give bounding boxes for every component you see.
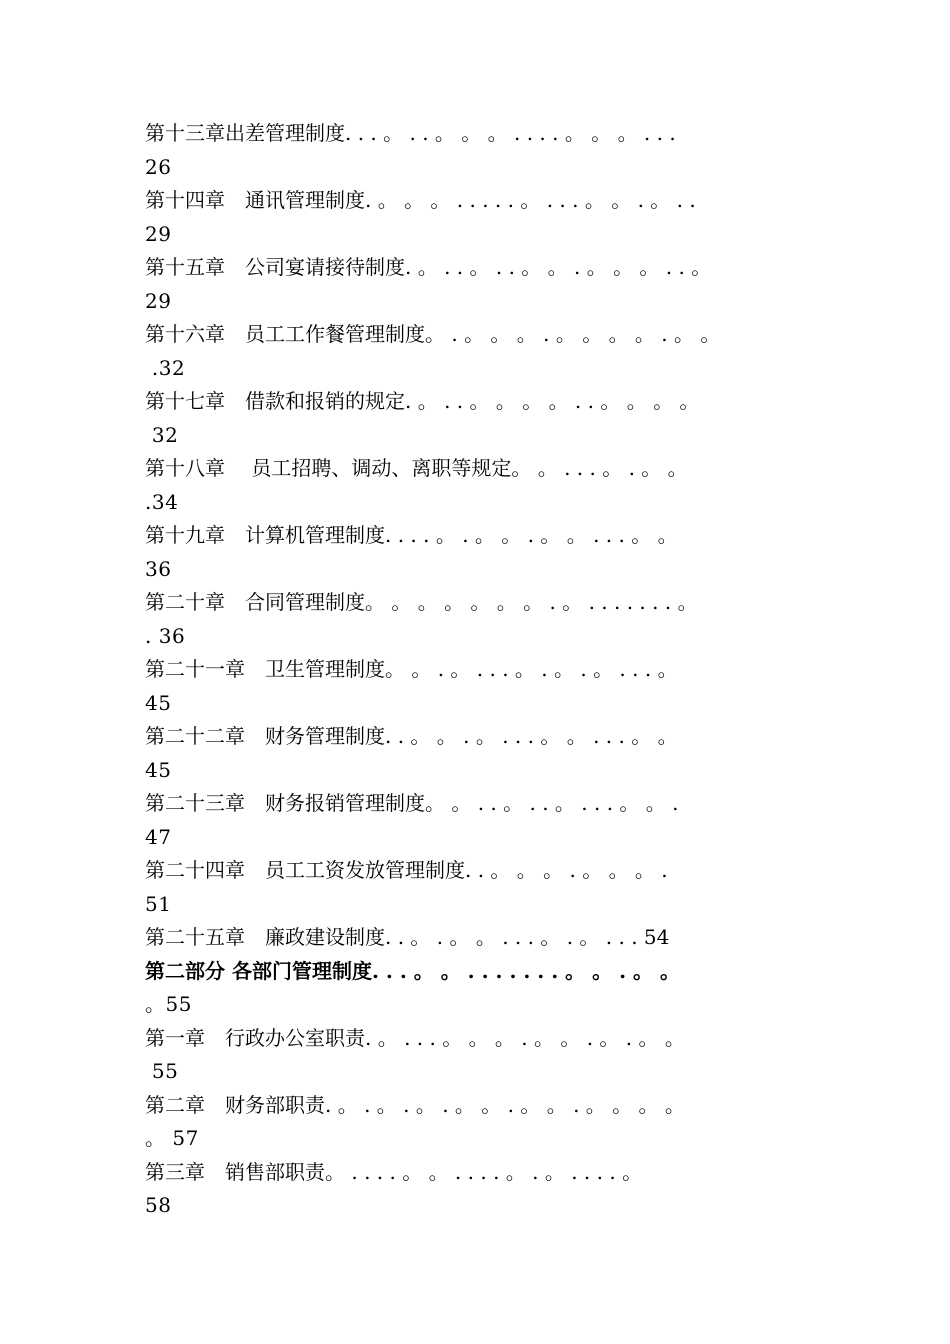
toc-entry <box>145 854 825 921</box>
toc-entry-page-number: 45 <box>145 757 172 782</box>
toc-entry <box>145 1022 825 1089</box>
toc-entry-title: 第十六章 员工工作餐管理制度。 . 。 。 。 . 。 。 。 。 . 。 。 <box>145 322 721 346</box>
toc-entry-title: 第二章 财务部职责. 。 . 。 . 。 . 。 。 . 。 。 . 。 。 。 。 <box>145 1092 685 1117</box>
toc-entry-page-number: 58 <box>145 1193 172 1217</box>
toc-entry-page-number: 。55 <box>145 992 192 1016</box>
toc-entry <box>145 385 825 452</box>
toc-entry-page-number: 29 <box>145 221 172 246</box>
toc-entry-page-number: 51 <box>145 891 172 916</box>
toc-entry-page-number: 36 <box>145 556 172 581</box>
toc-entry <box>145 452 825 519</box>
toc-entry-title: 第二部分 各部门管理制度. . . 。 。 . . . . . . . 。 。 . 。 。 <box>145 958 680 983</box>
toc-entry-page-number: .32 <box>145 355 186 380</box>
toc-entry <box>145 653 825 720</box>
toc-entry-page-number: .34 <box>145 489 179 514</box>
toc-entry-page-number: 。 57 <box>145 1126 199 1150</box>
toc-entry <box>145 1089 825 1156</box>
toc-entry-page-number: 45 <box>145 690 172 715</box>
toc-entry-title: 第十四章 通讯管理制度. 。 。 。 . . . . . 。 . . . 。 。 . 。 . . <box>145 188 696 212</box>
toc-entry-title: 第十九章 计算机管理制度. . . . 。 . 。 。 . 。 。 . . . 。 。 <box>145 523 678 547</box>
toc-entry-title: 第二十五章 廉政建设制度. . 。 . 。 。 . . . 。 . 。 . . . 54 <box>145 925 670 949</box>
toc-entry-title: 第十三章出差管理制度. . . 。 . . 。 。 。 . . . . 。 。 。 . . . <box>145 121 676 145</box>
toc-entry <box>145 955 825 1022</box>
toc-entry <box>145 184 825 251</box>
toc-entry-title: 第十八章 员工招聘、调动、离职等规定。 。 . . . 。 . 。 。 <box>145 456 688 480</box>
toc-entry-title: 第一章 行政办公室职责. 。 . . . 。 。 。 . 。 。 . 。 . 。 。 <box>145 1025 685 1050</box>
toc-entry-page-number: 32 <box>145 422 179 447</box>
toc-entry <box>145 720 825 787</box>
toc-entry-page-number: 47 <box>145 824 172 849</box>
toc-entry-page-number: . 36 <box>145 623 186 648</box>
toc-entry <box>145 921 825 955</box>
toc-entry <box>145 1156 825 1223</box>
toc-entry <box>145 586 825 653</box>
toc-entry-title: 第十五章 公司宴请接待制度. 。 . . 。 . . 。 。 . 。 。 。 . . 。 <box>145 255 712 279</box>
toc-entry <box>145 318 825 385</box>
toc-entry-title: 第二十章 合同管理制度。 。 。 。 。 。 。 . 。 . . . . . . . 。 <box>145 590 698 614</box>
toc-entry-page-number: 29 <box>145 288 172 313</box>
toc-entry-page-number: 55 <box>145 1059 179 1083</box>
toc-entry-title: 第二十二章 财务管理制度. . 。 。 . 。 . . . 。 。 . . . 。 。 <box>145 724 678 748</box>
toc-entry-title: 第二十三章 财务报销管理制度。 。 . . 。 . . 。 . . . 。 。 . <box>145 791 679 815</box>
table-of-contents <box>145 117 825 1223</box>
toc-entry <box>145 787 825 854</box>
toc-entry <box>145 251 825 318</box>
toc-entry-title: 第二十一章 卫生管理制度。 。 . 。 . . . 。 . 。 . 。 . . . 。 <box>145 657 678 681</box>
toc-entry-title: 第二十四章 员工工资发放管理制度. . 。 。 。 . 。 。 。 . <box>145 858 668 882</box>
toc-entry <box>145 117 825 184</box>
toc-entry-title: 第三章 销售部职责。 . . . . 。 。 . . . . 。 . 。 . . . . 。 <box>145 1159 643 1184</box>
toc-entry-page-number: 26 <box>145 154 172 179</box>
toc-entry-title: 第十七章 借款和报销的规定. 。 . . 。 。 。 。 . . 。 。 。 。 <box>145 389 700 413</box>
toc-entry <box>145 519 825 586</box>
